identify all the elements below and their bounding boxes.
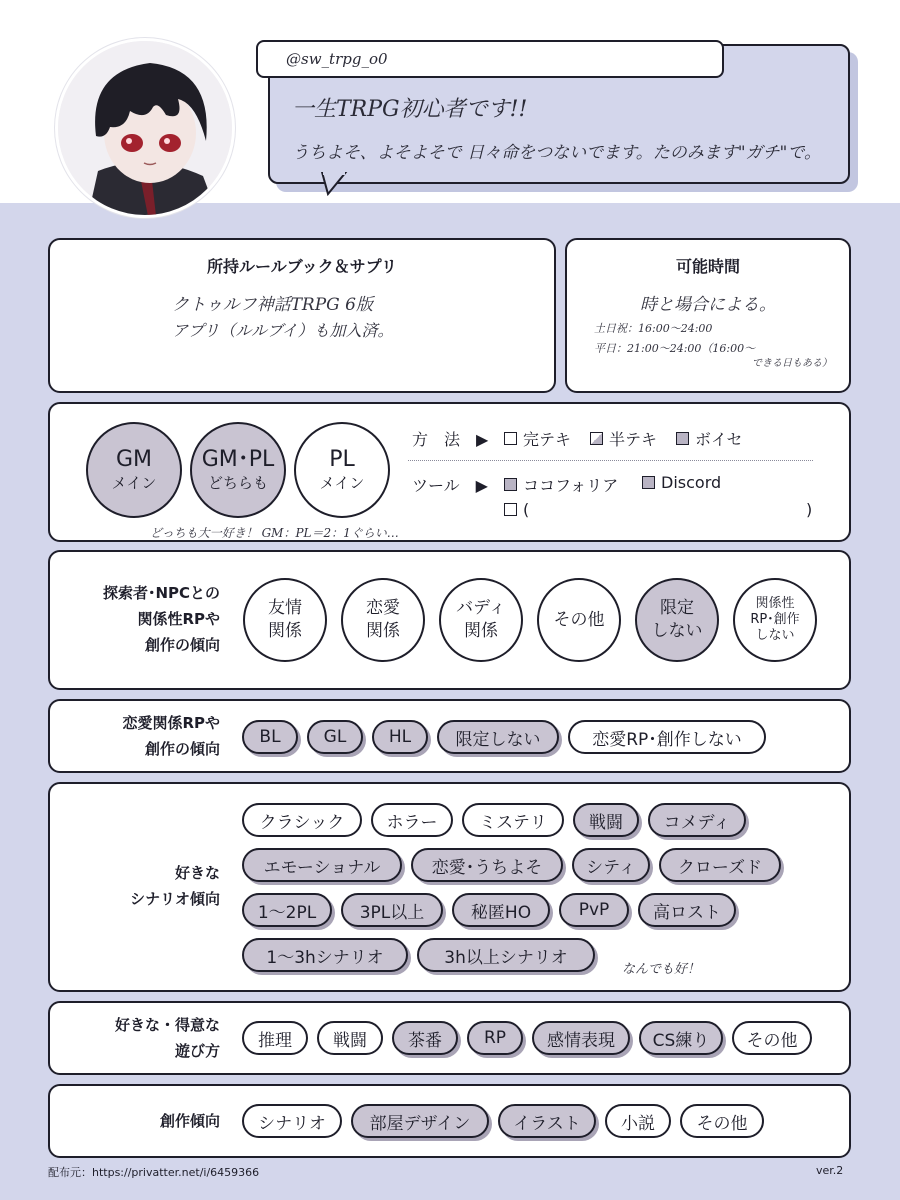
bubble-tail: [320, 172, 350, 196]
scenario-battle[interactable]: 戦闘: [573, 803, 639, 837]
checkbox-icon: [504, 503, 517, 516]
time-title: 可能時間: [675, 257, 740, 276]
role-note: どっちも大一好き！ GM：PL＝2：1ぐらい…: [150, 526, 399, 540]
romance-none[interactable]: 恋愛RP･創作しない: [568, 720, 766, 754]
bubble-line-2: うちよそ、よそよそで 日々命をつないでます。たのみます"ガチ"で。: [292, 143, 822, 163]
creation-room-design[interactable]: 部屋デザイン: [351, 1104, 489, 1138]
role-gm-circle[interactable]: [86, 422, 182, 518]
scenario-3pl-plus[interactable]: 3PL以上: [341, 893, 443, 927]
romance-hl[interactable]: HL: [372, 720, 428, 754]
play-other[interactable]: その他: [732, 1021, 812, 1055]
play-deduction[interactable]: 推理: [242, 1021, 308, 1055]
scenario-high-lost[interactable]: 高ロスト: [638, 893, 736, 927]
footer-source: 配布元：https://privatter.net/i/6459366: [48, 1166, 260, 1179]
scenario-romance-uchiyoso[interactable]: 恋愛･うちよそ: [411, 848, 563, 882]
checkbox-checked-icon: [676, 432, 689, 445]
tool-option-other[interactable]: (: [504, 500, 529, 519]
tool-option-cocofolia[interactable]: ココフォリア: [504, 473, 618, 496]
scenario-closed[interactable]: クローズド: [659, 848, 781, 882]
relation-label: 探索者･NPCとの 関係性RPや 創作の傾向: [102, 584, 220, 654]
time-line-3: できる日もある）: [752, 358, 832, 369]
checkbox-icon: [504, 432, 517, 445]
scenario-1-2pl[interactable]: 1〜2PL: [242, 893, 332, 927]
scenario-mystery[interactable]: ミステリ: [462, 803, 564, 837]
romance-bl[interactable]: BL: [242, 720, 298, 754]
role-gm-small: メイン: [111, 474, 157, 492]
role-pl-big: PL: [329, 447, 355, 472]
handle-text: @sw_trpg_o0: [286, 50, 388, 68]
role-gm-big: GM: [115, 447, 153, 472]
relation-romance[interactable]: 恋愛 関係: [341, 578, 425, 662]
scenario-label: 好きな シナリオ傾向: [130, 864, 220, 908]
relation-buddy[interactable]: バディ 関係: [439, 578, 523, 662]
relation-other[interactable]: その他: [537, 578, 621, 662]
bubble-line-1: 一生TRPG初心者です!!: [292, 97, 528, 122]
relation-unlimited[interactable]: 限定 しない: [635, 578, 719, 662]
method-label: 方 法 ▶: [412, 430, 489, 449]
creation-novel[interactable]: 小説: [605, 1104, 671, 1138]
method-option-voice[interactable]: ボイセ: [676, 427, 743, 450]
play-cs-build[interactable]: CS練り: [639, 1021, 723, 1055]
method-option-kanteki[interactable]: 完テキ: [504, 427, 571, 450]
play-rp[interactable]: RP: [467, 1021, 523, 1055]
checkbox-half-icon: [590, 432, 603, 445]
scenario-3h-plus[interactable]: 3h以上シナリオ: [417, 938, 595, 972]
time-line-1: 土日祝：16:00〜24:00: [594, 322, 713, 335]
scenario-city[interactable]: シティ: [572, 848, 650, 882]
play-emotion[interactable]: 感情表現: [532, 1021, 630, 1055]
scenario-horror[interactable]: ホラー: [371, 803, 453, 837]
rulebook-title: 所持ルールブック＆サプリ: [207, 257, 397, 276]
creation-illust[interactable]: イラスト: [498, 1104, 596, 1138]
scenario-pvp[interactable]: PvP: [559, 893, 629, 927]
relation-none[interactable]: 関係性 RP･創作 しない: [733, 578, 817, 662]
role-pl-circle[interactable]: [294, 422, 390, 518]
creation-scenario[interactable]: シナリオ: [242, 1104, 342, 1138]
tool-option-discord[interactable]: Discord: [642, 473, 721, 492]
play-label: 好きな・得意な 遊び方: [114, 1016, 220, 1060]
role-both-circle[interactable]: [190, 422, 286, 518]
scenario-emotional[interactable]: エモーショナル: [242, 848, 402, 882]
romance-gl[interactable]: GL: [307, 720, 363, 754]
method-option-hanteki[interactable]: 半テキ: [590, 427, 657, 450]
role-pl-small: メイン: [319, 474, 365, 492]
relation-friendship[interactable]: 友情 関係: [243, 578, 327, 662]
scenario-1-3h[interactable]: 1〜3hシナリオ: [242, 938, 408, 972]
creation-label: 創作傾向: [159, 1112, 220, 1130]
scenario-classic[interactable]: クラシック: [242, 803, 362, 837]
scenario-note: なんでも好！: [622, 962, 701, 977]
role-both-small: どちらも: [207, 474, 268, 492]
checkbox-checked-icon: [504, 478, 517, 491]
rulebook-line-1: クトゥルフ神話TRPG 6版: [172, 295, 373, 315]
role-both-big: GM･PL: [201, 447, 275, 472]
scenario-comedy[interactable]: コメディ: [648, 803, 746, 837]
footer-version: ver.2: [816, 1164, 844, 1177]
time-main: 時と場合による。: [640, 295, 776, 315]
creation-other[interactable]: その他: [680, 1104, 764, 1138]
rulebook-line-2: アプリ（ルルブイ）も加入済。: [172, 321, 394, 340]
romance-label: 恋愛関係RPや 創作の傾向: [122, 714, 220, 758]
romance-unlimited[interactable]: 限定しない: [437, 720, 559, 754]
tool-label: ツール ▶: [412, 476, 488, 495]
checkbox-checked-icon: [642, 476, 655, 489]
play-battle[interactable]: 戦闘: [317, 1021, 383, 1055]
tool-option-other-close: ): [806, 500, 813, 519]
divider: [408, 460, 813, 461]
scenario-secret-ho[interactable]: 秘匿HO: [452, 893, 550, 927]
time-line-2: 平日：21:00〜24:00（16:00〜: [594, 342, 756, 355]
avatar: [55, 38, 235, 218]
play-chaban[interactable]: 茶番: [392, 1021, 458, 1055]
